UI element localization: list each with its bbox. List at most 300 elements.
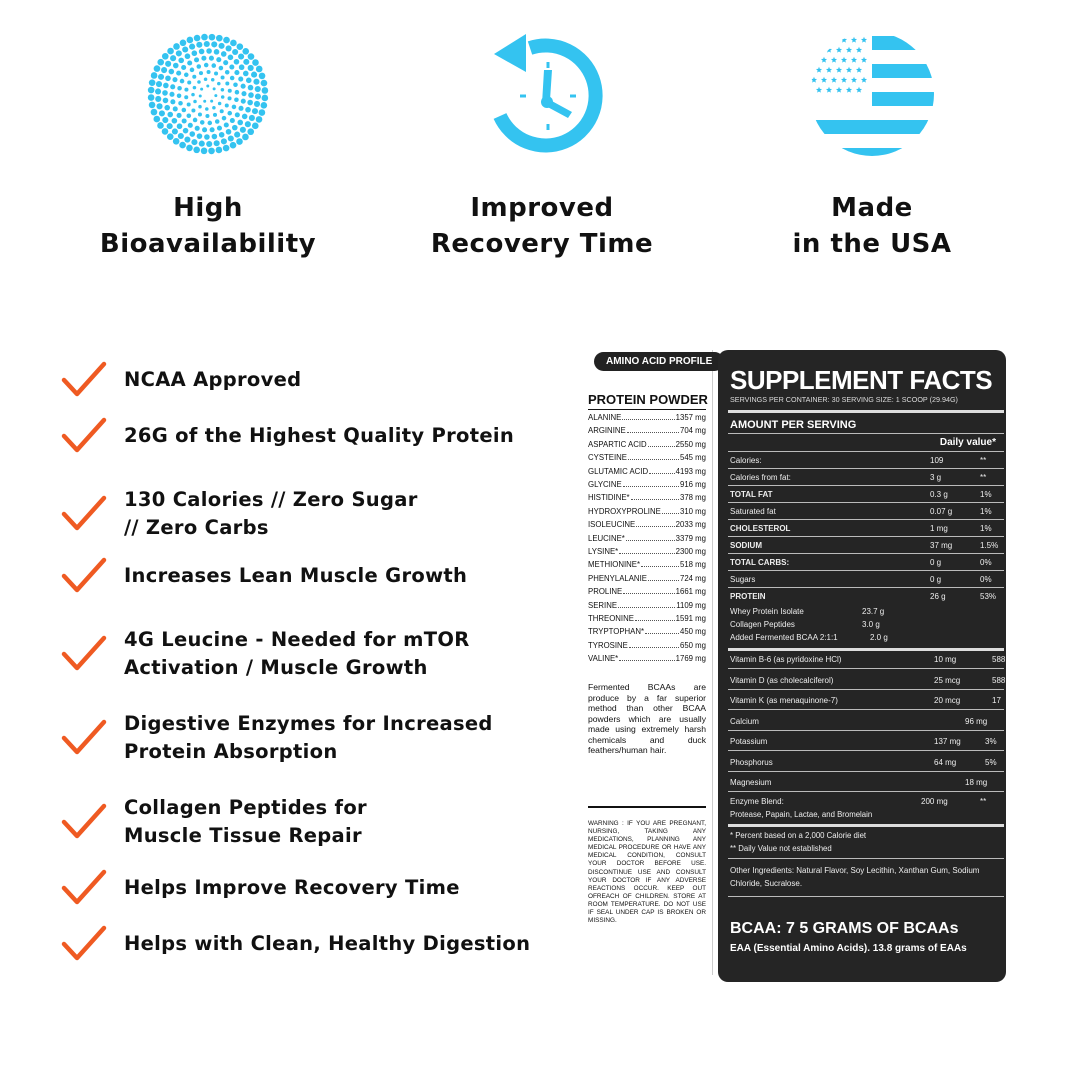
dot (252, 108, 258, 114)
vitamin-amount: 20 mcg (934, 696, 961, 705)
servings-info: SERVINGS PER CONTAINER: 30 SERVING SIZE: 1 SCOOP (29.94G) (730, 395, 958, 404)
nutrient-name: Saturated fat (730, 507, 776, 516)
star (831, 57, 837, 63)
amino-name: THREONINE (588, 614, 634, 623)
dot (223, 37, 230, 44)
dot (189, 131, 195, 137)
nutrient-dv: 1.5% (980, 541, 999, 550)
dot (169, 92, 174, 97)
dot (180, 79, 185, 84)
star (851, 77, 857, 83)
star (856, 47, 862, 53)
star (851, 57, 857, 63)
supplement-facts-panel (718, 350, 1006, 982)
dot (243, 71, 249, 77)
dot (170, 99, 175, 104)
dot (184, 73, 189, 78)
dot (154, 65, 161, 72)
dot (191, 139, 197, 145)
enzyme-amount: 200 mg (921, 797, 948, 806)
dot (193, 100, 197, 104)
dot (227, 111, 232, 116)
vitamin-name: Vitamin K (as menaquinone-7) (730, 696, 838, 705)
divider (728, 791, 1004, 792)
dot (234, 97, 239, 102)
dot (170, 55, 176, 61)
amino-heading: PROTEIN POWDER (588, 392, 708, 407)
dot (162, 53, 169, 60)
amino-value: 704 mg (679, 426, 706, 436)
dot (173, 63, 179, 69)
star (826, 47, 832, 53)
divider (588, 806, 706, 808)
dot (252, 123, 259, 130)
dot (241, 91, 246, 96)
divider (728, 433, 1004, 434)
dot (216, 147, 223, 154)
divider (728, 668, 1004, 669)
dot (172, 77, 177, 82)
dot (253, 79, 259, 85)
dot (173, 43, 180, 50)
dot (259, 109, 266, 116)
dot (237, 43, 244, 50)
divider (728, 570, 1004, 571)
amino-name: CYSTEINE (588, 453, 627, 463)
dot (165, 75, 171, 81)
star (826, 87, 832, 93)
dot (209, 56, 214, 61)
dot (156, 103, 162, 109)
amino-value: 2300 mg (675, 547, 706, 556)
dot (210, 127, 215, 132)
divider (728, 824, 1004, 827)
dot (212, 134, 218, 140)
amino-name: TYROSINE (588, 640, 628, 650)
benefit-item: Helps Improve Recovery Time (60, 868, 580, 908)
dot-leader (618, 601, 675, 608)
dot (211, 63, 216, 68)
dot (187, 60, 192, 65)
dot (173, 138, 180, 145)
nutrient-name: PROTEIN (730, 592, 766, 601)
dot (248, 92, 254, 98)
dot (236, 138, 243, 145)
dot-leader (645, 627, 679, 634)
dot (163, 83, 169, 89)
star (831, 77, 837, 83)
amino-name: GLYCINE (588, 480, 622, 489)
amino-acid-panel (586, 350, 713, 975)
amino-value: 1661 mg (675, 587, 706, 597)
dot (214, 94, 217, 97)
dot (178, 101, 183, 106)
eaa-content: EAA (Essential Amino Acids). 13.8 grams of EAAs (730, 943, 967, 954)
dot (223, 145, 230, 152)
star (861, 37, 867, 43)
dot (198, 105, 202, 109)
nutrient-name: TOTAL CARBS: (730, 558, 790, 567)
dot (213, 113, 217, 117)
divider (728, 468, 1004, 469)
vitamin-dv: 17 (992, 696, 1001, 705)
star (816, 87, 822, 93)
dot (148, 94, 155, 101)
daily-value-label: Daily value* (939, 437, 996, 448)
divider (588, 409, 706, 410)
vitamin-name: Magnesium (730, 778, 772, 787)
star (851, 37, 857, 43)
star (841, 77, 847, 83)
amino-value: 310 mg (679, 506, 706, 516)
dot (235, 90, 240, 95)
star (846, 87, 852, 93)
vitamin-amount: 64 mg (934, 757, 957, 767)
star (856, 67, 862, 73)
amino-name: HYDROXYPROLINE (588, 506, 661, 516)
dot (155, 96, 161, 102)
amino-row (588, 641, 706, 650)
vitamin-dv: 588 (992, 675, 1006, 685)
dot (190, 68, 195, 73)
vitamin-amount: 25 mcg (934, 675, 961, 685)
dot (235, 112, 240, 117)
star (816, 47, 822, 53)
dot (228, 135, 234, 141)
dot (234, 59, 240, 65)
nutrient-dv: 0% (980, 558, 992, 567)
dot-leader (662, 507, 679, 514)
dot (243, 59, 249, 65)
nutrient-amount: 1 mg (930, 524, 948, 533)
nutrient-amount: 37 mg (930, 541, 953, 550)
dot (191, 93, 195, 97)
dot (201, 148, 208, 155)
nutrient-dv: ** (980, 473, 987, 482)
dot-leader (619, 654, 674, 661)
dot (184, 95, 188, 99)
star (856, 87, 862, 93)
bcaa-content: BCAA: 7 5 GRAMS OF BCAAs (730, 920, 959, 937)
dot (225, 103, 229, 107)
dot (198, 112, 202, 116)
dot (209, 34, 216, 41)
dot (182, 46, 188, 52)
nutrient-name: Calories from fat: (730, 473, 791, 482)
dot (237, 120, 243, 126)
amino-row (588, 493, 706, 502)
amino-row (588, 574, 706, 583)
amino-name: GLUTAMIC ACID (588, 466, 649, 476)
amino-row (588, 534, 706, 543)
dot (221, 75, 225, 79)
dot (170, 84, 175, 89)
dot (223, 60, 228, 65)
enzyme-detail: Protease, Papain, Lactae, and Bromelain (730, 810, 873, 819)
dot (230, 142, 237, 149)
amino-value: 1357 mg (675, 413, 706, 422)
dot (169, 69, 175, 75)
dot (193, 86, 197, 90)
divider (728, 519, 1004, 520)
dot (247, 128, 254, 135)
amino-row (588, 627, 706, 636)
vitamin-name: Phosphorus (730, 757, 773, 767)
amino-row (588, 507, 706, 516)
divider (728, 451, 1004, 452)
other-ingredients: Other Ingredients: Natural Flavor, Soy Lecithin, Xanthan Gum, Sodium Chloride, Sucralose. (730, 866, 980, 888)
dot (238, 106, 243, 111)
amino-row (588, 440, 706, 449)
dot (248, 53, 255, 60)
amino-value: 4193 mg (675, 466, 706, 476)
nutrient-name: TOTAL FAT (730, 490, 773, 499)
dot (204, 63, 209, 68)
dot (197, 64, 202, 69)
dot (181, 65, 186, 70)
divider (728, 485, 1004, 486)
dot-leader (623, 480, 679, 487)
dot (214, 49, 220, 55)
dot-leader (628, 453, 679, 460)
dot (167, 48, 174, 55)
amino-row (588, 654, 706, 663)
amino-name: ALANINE (588, 413, 622, 422)
dot (185, 53, 191, 59)
dot (234, 70, 239, 75)
star (811, 77, 817, 83)
bioavailability-dots-icon (138, 24, 278, 164)
amino-name: VALINE* (588, 654, 619, 664)
nutrient-dv: 1% (980, 507, 992, 516)
amino-name: LEUCINE* (588, 533, 625, 543)
dot (228, 96, 232, 100)
nutrient-amount: 109 (930, 456, 944, 465)
vitamin-name: Vitamin D (as cholecalciferol) (730, 675, 834, 685)
dot (208, 148, 215, 155)
dot (177, 86, 182, 91)
star (811, 37, 817, 43)
dot (207, 70, 211, 74)
dot (193, 118, 198, 123)
dot (225, 81, 229, 85)
star (841, 37, 847, 43)
dot (195, 126, 200, 131)
enzyme-dv: ** (980, 797, 987, 806)
dot (148, 87, 155, 94)
dot (197, 133, 203, 139)
dot (149, 102, 156, 109)
checkmark-icon (60, 634, 108, 674)
dot (162, 117, 168, 123)
checkmark-icon (60, 868, 108, 908)
warning-text: WARNING : IF YOU ARE PREGNANT, NURSING, TAKING ANY MEDICATIONS, PLANNING ANY MEDICAL PROCEDURE OR HAVE ANY MEDICAL CONDITION, CONSULT YOUR DOCTOR BEFORE USE. DISCONTINUE USE AND CONSULT YOUR DOCTOR IF ANY ADVERSE REACTIONS OCCUR. KEEP OUT OFREACH OF CHILDREN. STORE AT ROOM TEMPERATURE. DO NOT USE IF SEAL UNDER CAP IS BROKEN OR MISSING. (588, 820, 706, 925)
dot (183, 128, 189, 134)
dot (229, 64, 234, 69)
divider (728, 689, 1004, 690)
dot (213, 87, 216, 90)
dot (218, 102, 222, 106)
footnote-dv: ** Daily Value not established (730, 844, 832, 853)
dot (173, 106, 178, 111)
dot-leader (622, 413, 674, 420)
amino-row (588, 480, 706, 489)
feature-title: Made in the USA (792, 193, 952, 259)
amino-value: 1109 mg (676, 600, 706, 610)
dot (252, 59, 259, 66)
dot (193, 147, 200, 154)
dot (167, 123, 173, 129)
dot (157, 122, 164, 129)
dot (245, 121, 251, 127)
dot-leader (627, 426, 679, 433)
amino-value: 545 mg (679, 453, 706, 463)
dot (203, 100, 206, 103)
star (831, 37, 837, 43)
dot (176, 50, 182, 56)
dot (172, 128, 178, 134)
dot (162, 128, 169, 135)
vitamin-amount: 10 mg (934, 655, 957, 664)
nutrient-dv: 1% (980, 524, 992, 533)
dot (262, 95, 269, 102)
star (846, 67, 852, 73)
amino-name: SERINE (588, 600, 618, 610)
dot (259, 73, 266, 80)
dot (157, 59, 164, 66)
dot (217, 82, 221, 86)
benefit-item: 130 Calories // Zero Sugar // Zero Carbs (60, 486, 580, 542)
source-name: Added Fermented BCAA 2:1:1 (730, 633, 838, 642)
dot (234, 132, 240, 138)
amino-name: LYSINE* (588, 547, 619, 556)
star (821, 77, 827, 83)
divider (728, 587, 1004, 588)
dot (172, 118, 178, 124)
vitamin-amount: 96 mg (965, 716, 988, 726)
dot (219, 66, 224, 71)
dot (230, 118, 235, 123)
amino-row (588, 601, 706, 610)
checkmark-icon (60, 802, 108, 842)
dot (187, 37, 194, 44)
dot (189, 44, 195, 50)
dot (179, 142, 186, 149)
nutrient-dv: 1% (980, 490, 992, 499)
amino-value: 518 mg (679, 560, 706, 570)
dot (165, 61, 171, 67)
dot (205, 107, 209, 111)
dot (256, 116, 263, 123)
benefit-item: 26G of the Highest Quality Protein (60, 416, 580, 456)
benefit-item: Collagen Peptides for Muscle Tissue Repair (60, 794, 580, 850)
dot (221, 88, 225, 92)
amino-row (588, 560, 706, 569)
dot (187, 81, 191, 85)
dot (251, 72, 257, 78)
dot (222, 116, 227, 121)
star (811, 57, 817, 63)
dot (159, 110, 165, 116)
checkmark-icon (60, 494, 108, 534)
amino-value: 1769 mg (675, 654, 706, 664)
benefit-item: Digestive Enzymes for Increased Protein Absorption (60, 710, 580, 766)
dot-leader (626, 534, 675, 541)
amino-row (588, 614, 706, 623)
amino-value: 2033 mg (675, 520, 706, 530)
dot (219, 132, 225, 138)
dot (239, 64, 245, 70)
checkmark-icon (60, 416, 108, 456)
dot (191, 108, 195, 112)
amino-value: 450 mg (679, 627, 706, 637)
dot (167, 133, 174, 140)
nutrient-dv: ** (980, 456, 987, 465)
dot-leader (623, 587, 674, 594)
dot (217, 126, 222, 131)
nutrient-amount: 0 g (930, 558, 942, 567)
dot (204, 134, 210, 140)
dot (232, 49, 238, 55)
dot (196, 42, 202, 48)
dot (206, 141, 212, 147)
feature-title: Improved Recovery Time (430, 193, 654, 259)
footnote-percent: * Percent based on a 2,000 Calorie diet (730, 831, 867, 840)
dot (240, 127, 246, 133)
vitamin-amount: 137 mg (934, 737, 961, 746)
dot (155, 88, 161, 94)
star (821, 37, 827, 43)
dot (245, 107, 251, 113)
vitamin-name: Potassium (730, 737, 768, 746)
dot (216, 57, 221, 62)
amino-name: PROLINE (588, 587, 623, 597)
feature-title: High Bioavailability (99, 193, 317, 259)
nutrient-amount: 0.07 g (930, 507, 953, 516)
dot (208, 121, 213, 126)
dot (232, 125, 238, 131)
dot (163, 98, 169, 104)
amino-value: 1591 mg (675, 614, 706, 623)
dot (167, 112, 173, 118)
feature-bioavailability (58, 0, 358, 262)
dot (255, 93, 261, 99)
dot (184, 88, 188, 92)
amino-value: 2550 mg (675, 439, 706, 449)
dot (241, 99, 246, 104)
dot (184, 137, 190, 143)
nutrient-amount: 3 g (930, 473, 942, 482)
dot (177, 94, 182, 99)
dot (200, 120, 205, 125)
amino-name: ARGININE (588, 426, 626, 436)
dot (177, 113, 182, 118)
dot (153, 116, 160, 123)
dot-leader (641, 560, 679, 567)
nutrient-name: Calories: (730, 456, 762, 465)
recovery-clock-icon (472, 24, 612, 164)
amino-name: HISTIDINE* (588, 493, 630, 503)
enzyme-name: Enzyme Blend: (730, 797, 784, 806)
nutrient-name: CHOLESTEROL (730, 524, 791, 533)
divider (728, 648, 1004, 651)
benefit-item: NCAA Approved (60, 360, 580, 400)
usa-flag-icon (802, 24, 942, 164)
dot (200, 88, 203, 91)
dot (151, 72, 158, 79)
nutrient-amount: 0.3 g (930, 490, 948, 499)
divider (728, 536, 1004, 537)
